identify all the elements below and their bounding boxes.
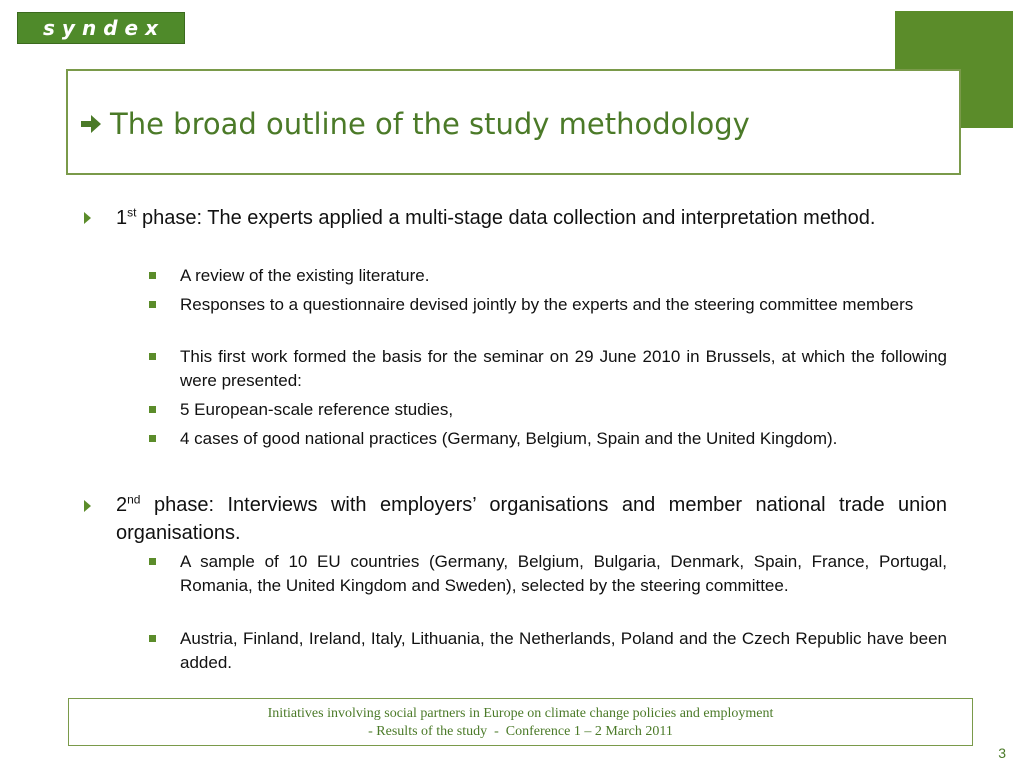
slide-title: The broad outline of the study methodology [110, 107, 750, 141]
square-bullet-icon [149, 272, 156, 279]
footer-line-2: - Results of the study - Conference 1 – 2 March 2011 [368, 724, 673, 739]
phase-1-description: phase: The experts applied a multi-stage data collection and interpretation method. [136, 207, 876, 229]
footer [68, 698, 973, 746]
square-bullet-icon [149, 353, 156, 360]
square-bullet-icon [149, 635, 156, 642]
phase-1-text [116, 204, 947, 232]
page-number: 3 [998, 745, 1006, 761]
phase-1-item: This first work formed the basis for the seminar on 29 June 2010 in Brussels, at which the following were presented: [180, 347, 947, 390]
triangle-bullet-icon [84, 500, 91, 512]
phase-1-ordinal: st [127, 205, 137, 220]
phase-1-item: 5 European-scale reference studies, [180, 400, 454, 419]
syndex-logo [17, 12, 185, 44]
phase-2-item: Austria, Finland, Ireland, Italy, Lithuania, the Netherlands, Poland and the Czech Republic have been added. [180, 629, 947, 672]
square-bullet-icon [149, 558, 156, 565]
footer-line-1: Initiatives involving social partners in Europe on climate change policies and employment [267, 706, 774, 721]
phase-2-item: A sample of 10 EU countries (Germany, Belgium, Bulgaria, Denmark, Spain, France, Portugal, Romania, the United Kingdom and Sweden), selected by the steering committee. [180, 552, 947, 595]
phase-1-item: 4 cases of good national practices (Germany, Belgium, Spain and the United Kingdom). [180, 429, 838, 448]
arrow-right-icon [79, 112, 103, 136]
square-bullet-icon [149, 435, 156, 442]
phase-2-description: phase: Interviews with employers’ organisations and member national trade union organisations. [116, 494, 947, 544]
phase-1-number: 1 [116, 207, 128, 229]
phase-2-number: 2 [116, 494, 128, 516]
phase-2-ordinal: nd [127, 492, 141, 507]
phase-1-item: A review of the existing literature. [180, 266, 430, 285]
logo-text: syndex [43, 16, 165, 40]
triangle-bullet-icon [84, 212, 91, 224]
square-bullet-icon [149, 301, 156, 308]
phase-2-text [116, 491, 947, 547]
phase-1-item: Responses to a questionnaire devised jointly by the experts and the steering committee members [180, 295, 914, 314]
square-bullet-icon [149, 406, 156, 413]
